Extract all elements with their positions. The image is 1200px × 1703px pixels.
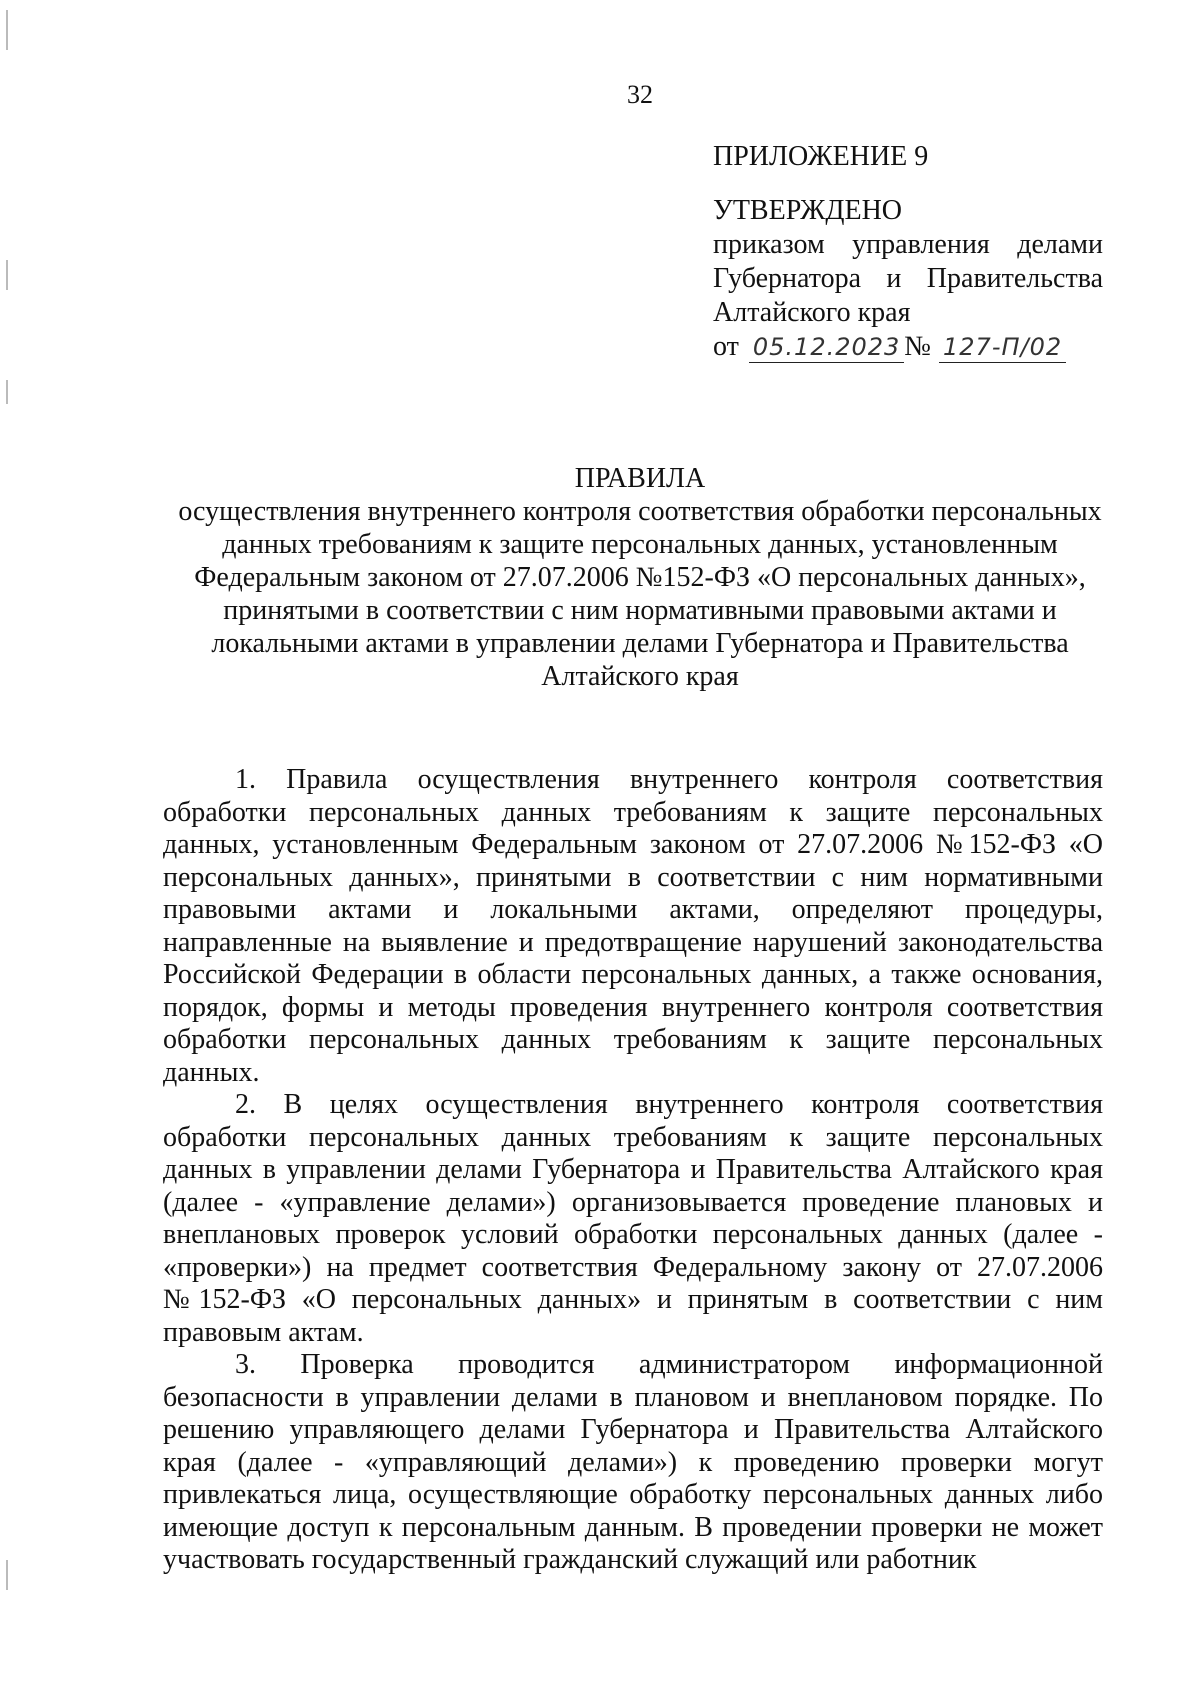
paragraph-3: 3. Проверка проводится администратором информационной безопасности в управлении делами в плановом и внеплановом порядке. По решению управляющего делами Губернатора и Правительства Алтайского края (далее - «управляющий делами») к проведению проверки могут привлекаться лица, осуществляющие обработку персональных данных либо имеющие доступ к персональным данным. В проведении проверки не может участвовать государственный гражданский служащий или работник (163, 1349, 1103, 1575)
subtitle-line: локальными актами в управлении делами Губернатора и Правительства (211, 628, 1069, 659)
subtitle-line: Федеральным законом от 27.07.2006 №152-ФЗ «О персональных данных», (194, 562, 1086, 593)
handwritten-date: 05.12.2023 (749, 332, 904, 363)
document-body (163, 764, 1103, 1577)
handwritten-order-number: 127-П/02 (939, 332, 1066, 363)
subtitle-line: Алтайского края (541, 661, 739, 692)
appendix-label: ПРИЛОЖЕНИЕ 9 (713, 141, 929, 172)
subtitle-line: данных требованиям к защите персональных данных, установленным (222, 529, 1058, 560)
subtitle-line: принятыми в соответствии с ним нормативными правовыми актами и (223, 595, 1057, 626)
paragraph-2: 2. В целях осуществления внутреннего контроля соответствия обработки персональных данных требованиям к защите персональных данных в управлении делами Губернатора и Правительства Алтайского края (далее - «управление делами») организовывается проведение плановых и внеплановых проверок условий обработки персональных данных (далее - «проверки») на предмет соответствия Федеральному закону от 27.07.2006 №152-ФЗ «О персональных данных» и принятым в соответствии с ним правовым актам. (163, 1089, 1103, 1348)
date-prefix: от (713, 331, 739, 362)
scan-edge-marks (6, 0, 10, 1703)
approved-label: УТВЕРЖДЕНО (713, 195, 903, 226)
number-prefix: № (904, 331, 932, 362)
subtitle-line: осуществления внутреннего контроля соответствия обработки персональных (178, 496, 1102, 527)
order-line: приказом управления делами (713, 229, 1103, 260)
order-date-line (713, 330, 1103, 364)
paragraph-1: 1. Правила осуществления внутреннего контроля соответствия обработки персональных данных требованиям к защите персональных данных, установленным Федеральным законом от 27.07.2006 №152-ФЗ «О персональных данных», принятыми в соответствии с ним нормативными правовыми актами и локальными актами, определяют процедуры, направленные на выявление и предотвращение нарушений законодательства Российской Федерации в области персональных данных, а также основания, порядок, формы и методы проведения внутреннего контроля соответствия обработки персональных данных требованиям к защите персональных данных. (163, 764, 1103, 1088)
page-number: 32 (627, 80, 653, 109)
title-heading: ПРАВИЛА (574, 463, 706, 494)
document-title (160, 462, 1120, 693)
approval-block (713, 140, 1103, 364)
order-line: Алтайского края (713, 297, 911, 328)
order-line: Губернатора и Правительства (713, 263, 1103, 294)
